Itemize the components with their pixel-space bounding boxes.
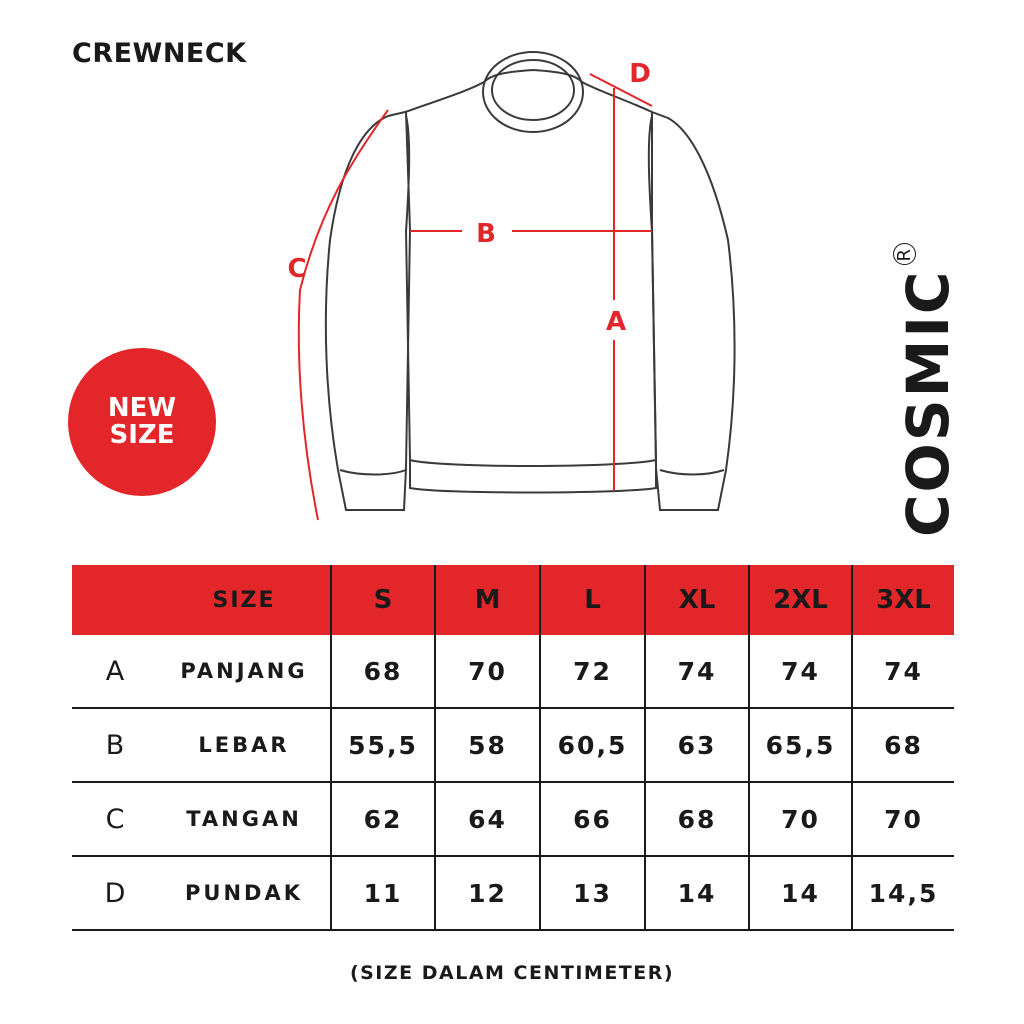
cell-value: 64 (435, 782, 540, 856)
row-code: D (72, 856, 158, 930)
brand-name: COSMIC (894, 269, 962, 538)
row-code: B (72, 708, 158, 782)
label-c: C (287, 254, 307, 284)
table-row (72, 635, 954, 708)
registered-mark: R (893, 243, 916, 266)
table-row (72, 782, 954, 856)
cell-value: 14,5 (852, 856, 954, 930)
new-size-badge (68, 348, 216, 496)
cell-value: 65,5 (749, 708, 852, 782)
cell-value: 68 (331, 635, 435, 708)
crewneck-sweatshirt-icon (326, 52, 735, 510)
header-size-label: SIZE (158, 565, 331, 635)
cell-value: 74 (749, 635, 852, 708)
page-title: CREWNECK (72, 38, 247, 69)
label-a: A (605, 307, 627, 337)
header-size-m: M (435, 565, 540, 635)
header-size-l: L (540, 565, 645, 635)
row-name: PANJANG (158, 635, 331, 708)
unit-footnote: (SIZE DALAM CENTIMETER) (349, 962, 675, 984)
table-header-row (72, 565, 954, 635)
row-code: A (72, 635, 158, 708)
table-row (72, 708, 954, 782)
brand-logo (894, 243, 962, 537)
badge-line-2: SIZE (109, 420, 175, 450)
cell-value: 74 (645, 635, 749, 708)
cell-value: 72 (540, 635, 645, 708)
badge-line-1: NEW (107, 393, 177, 423)
cell-value: 74 (852, 635, 954, 708)
cell-value: 70 (435, 635, 540, 708)
cell-value: 62 (331, 782, 435, 856)
cell-value: 13 (540, 856, 645, 930)
cell-value: 70 (852, 782, 954, 856)
row-name: LEBAR (158, 708, 331, 782)
label-d: D (629, 59, 651, 89)
cell-value: 12 (435, 856, 540, 930)
cell-value: 68 (852, 708, 954, 782)
cell-value: 55,5 (331, 708, 435, 782)
header-size-2xl: 2XL (749, 565, 852, 635)
cell-value: 68 (645, 782, 749, 856)
cell-value: 11 (331, 856, 435, 930)
header-size-3xl: 3XL (852, 565, 954, 635)
row-code: C (72, 782, 158, 856)
cell-value: 58 (435, 708, 540, 782)
header-blank (72, 565, 158, 635)
row-name: TANGAN (158, 782, 331, 856)
size-chart-table (72, 565, 954, 931)
cell-value: 66 (540, 782, 645, 856)
cell-value: 14 (645, 856, 749, 930)
header-size-s: S (331, 565, 435, 635)
cell-value: 60,5 (540, 708, 645, 782)
measure-line-c (299, 110, 388, 520)
header-size-xl: XL (645, 565, 749, 635)
row-name: PUNDAK (158, 856, 331, 930)
table-row (72, 856, 954, 930)
label-b: B (476, 219, 496, 249)
cell-value: 70 (749, 782, 852, 856)
cell-value: 14 (749, 856, 852, 930)
cell-value: 63 (645, 708, 749, 782)
